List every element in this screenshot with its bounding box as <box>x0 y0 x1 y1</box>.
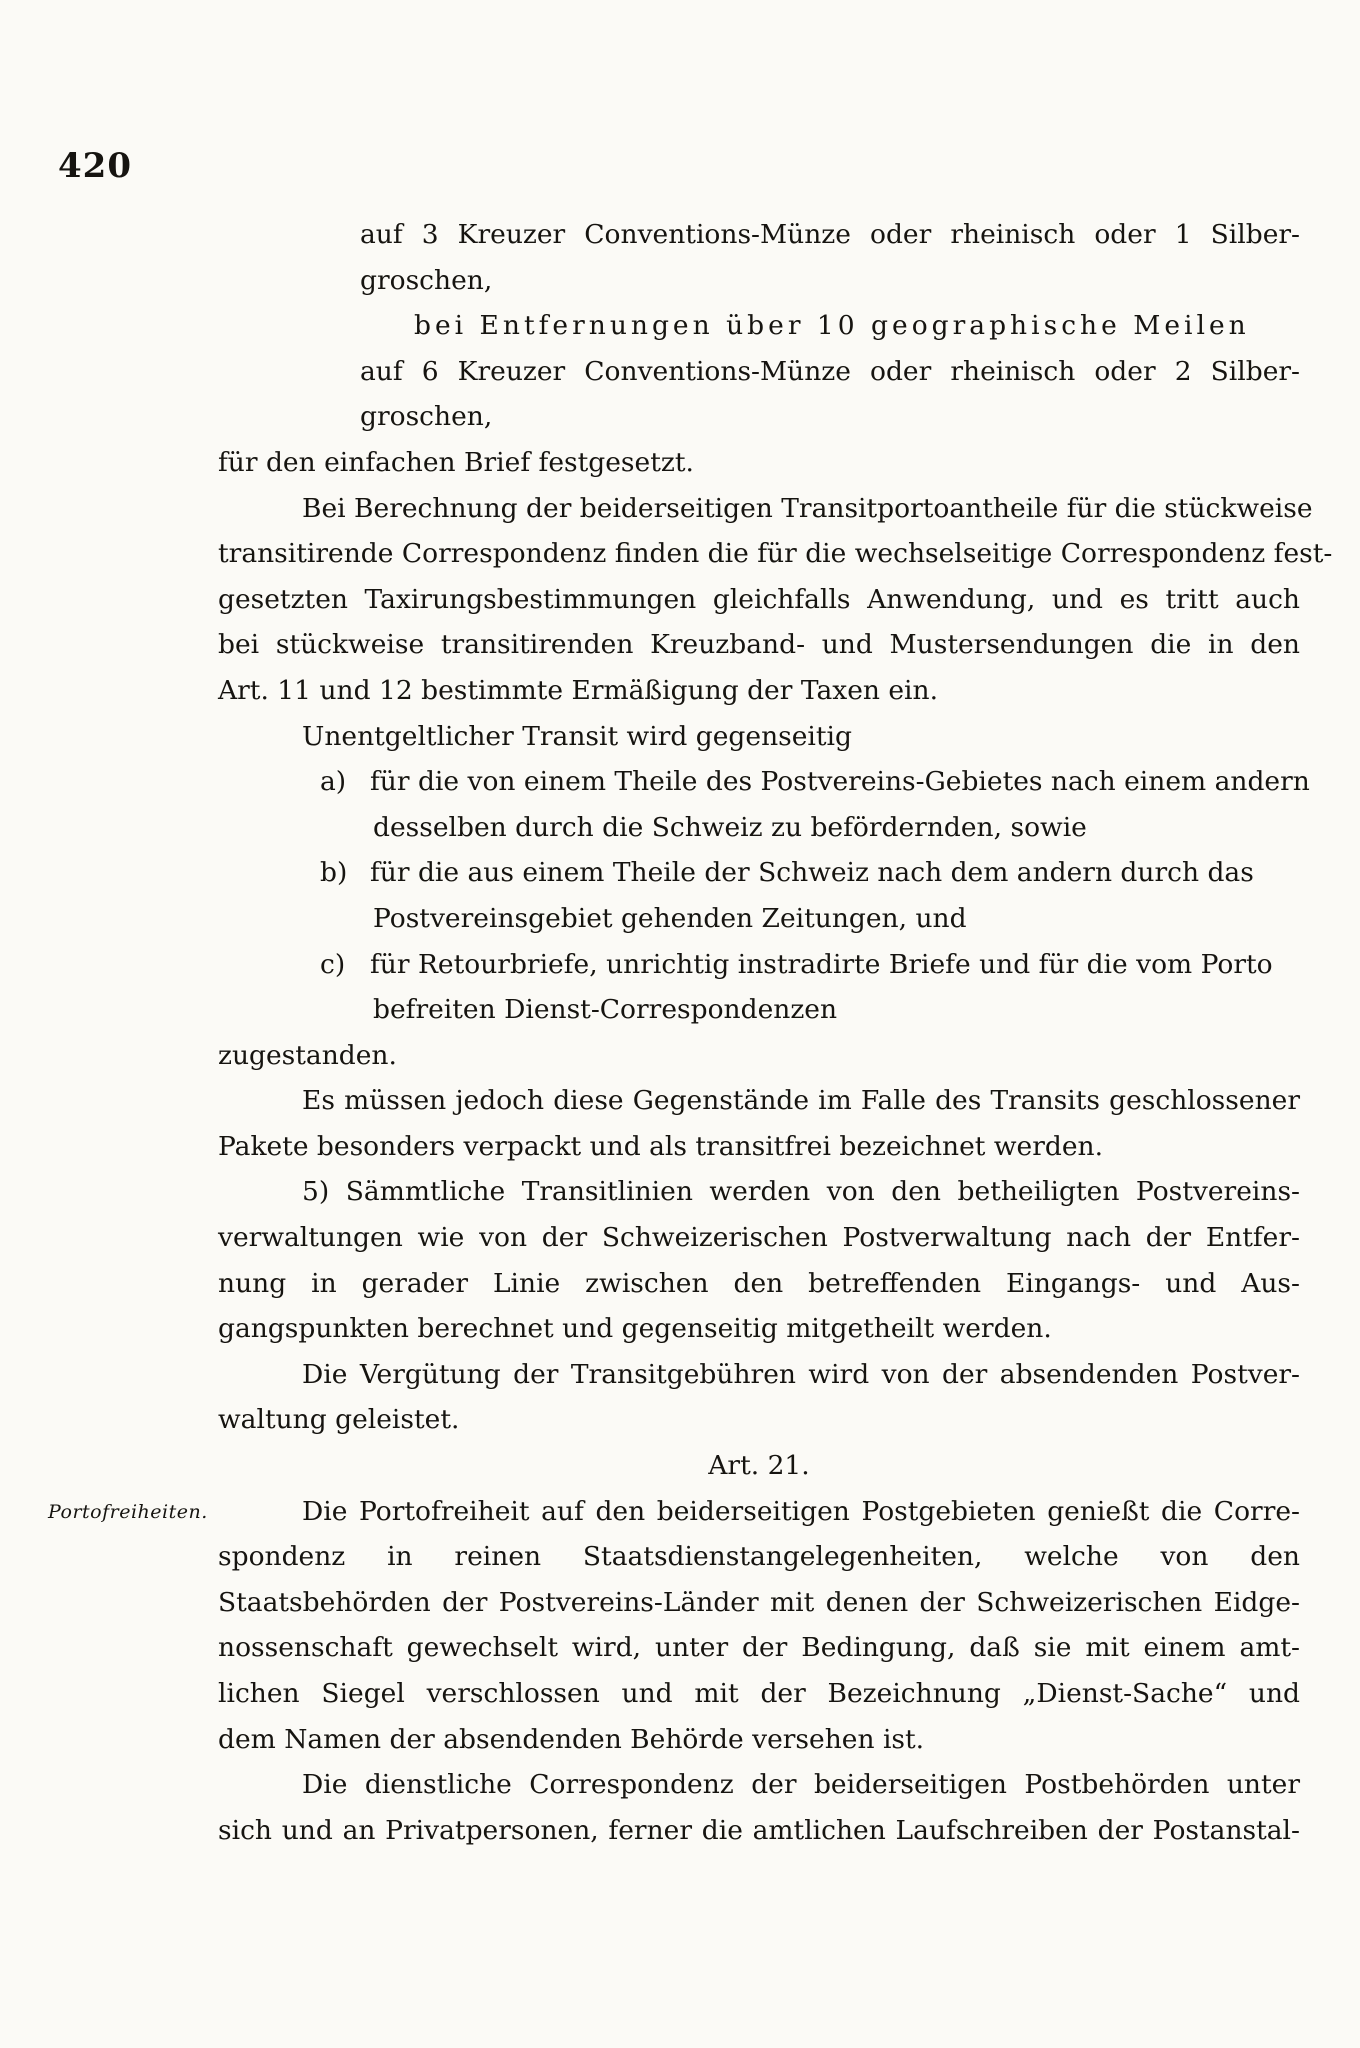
text-line: spondenz in reinen Staatsdienstangelegenheiten, welche von den <box>218 1541 1300 1573</box>
text-line: zugestanden. <box>218 1039 397 1071</box>
list-item-label: a) <box>320 766 347 798</box>
text-line: sich und an Privatpersonen, ferner die amtlichen Laufschreiben der Postanstal- <box>218 1814 1300 1846</box>
text-line: groschen, <box>360 264 493 296</box>
list-item <box>218 759 1310 805</box>
list-item <box>218 850 1300 896</box>
page-number: 420 <box>58 146 132 186</box>
text-line: verwaltungen wie von der Schweizerischen Postverwaltung nach der Entfer- <box>218 1222 1300 1254</box>
list-item-label: c) <box>320 948 346 980</box>
article-heading: Art. 21. <box>708 1450 810 1482</box>
text-line: bei Entfernungen über 10 geographische Meilen <box>414 310 1250 342</box>
list-item-text: für die von einem Theile des Postvereins-Gebietes nach einem andern <box>370 766 1310 798</box>
text-line: auf 3 Kreuzer Conventions-Münze oder rheinisch oder 1 Silber- <box>360 219 1300 250</box>
text-line: gesetzten Taxirungsbestimmungen gleichfalls Anwendung, und es tritt auch <box>218 583 1300 615</box>
body-text <box>218 212 1333 1853</box>
text-line: Staatsbehörden der Postvereins-Länder mit denen der Schweizerischen Eidge- <box>218 1586 1300 1618</box>
text-line: Bei Berechnung der beiderseitigen Transitportoantheile für die stückweise <box>302 492 1313 524</box>
margin-note: Portofreiheiten. <box>48 1501 208 1523</box>
list-item-label: b) <box>320 857 348 889</box>
list-item-text: für Retourbriefe, unrichtig instradirte Briefe und für die vom Porto <box>370 948 1273 980</box>
text-line: waltung geleistet. <box>218 1404 460 1436</box>
text-line: Es müssen jedoch diese Gegenstände im Falle des Transits geschlossener <box>302 1085 1300 1117</box>
text-line: bei stückweise transitirenden Kreuzband- und Mustersendungen die in den <box>218 629 1300 661</box>
text-line: für den einfachen Brief festgesetzt. <box>218 446 694 478</box>
text-line: dem Namen der absendenden Behörde versehen ist. <box>218 1723 925 1755</box>
text-line: lichen Siegel verschlossen und mit der Bezeichnung „Dienst-Sache“ und <box>218 1678 1300 1709</box>
text-line: Art. 11 und 12 bestimmte Ermäßigung der Taxen ein. <box>218 674 939 706</box>
text-line: befreiten Dienst-Correspondenzen <box>373 994 838 1026</box>
text-line: groschen, <box>360 401 493 433</box>
text-line: Pakete besonders verpackt und als transitfrei bezeichnet werden. <box>218 1130 1104 1162</box>
text-line: Postvereinsgebiet gehenden Zeitungen, und <box>373 902 967 934</box>
text-line: gangspunkten berechnet und gegenseitig mitgetheilt werden. <box>218 1313 1052 1345</box>
text-line: Die Vergütung der Transitgebühren wird von der absendenden Postver- <box>302 1358 1300 1390</box>
text-line: Unentgeltlicher Transit wird gegenseitig <box>302 720 852 752</box>
list-item <box>218 942 1300 988</box>
text-line: Die dienstliche Correspondenz der beiderseitigen Postbehörden unter <box>302 1769 1300 1801</box>
text-line: auf 6 Kreuzer Conventions-Münze oder rheinisch oder 2 Silber- <box>360 355 1300 387</box>
text-line: nossenschaft gewechselt wird, unter der Bedingung, daß sie mit einem amt- <box>218 1632 1300 1664</box>
text-line: desselben durch die Schweiz zu befördernden, sowie <box>373 811 1087 843</box>
text-line: 5) Sämmtliche Transitlinien werden von den betheiligten Postvereins- <box>302 1176 1300 1208</box>
list-item-text: für die aus einem Theile der Schweiz nach dem andern durch das <box>370 857 1254 889</box>
text-line: nung in gerader Linie zwischen den betreffenden Eingangs- und Aus- <box>218 1267 1300 1299</box>
text-line: transitirende Correspondenz finden die für die wechselseitige Correspondenz fest- <box>218 538 1333 570</box>
text-line: Die Portofreiheit auf den beiderseitigen Postgebieten genießt die Corre- <box>302 1495 1300 1527</box>
